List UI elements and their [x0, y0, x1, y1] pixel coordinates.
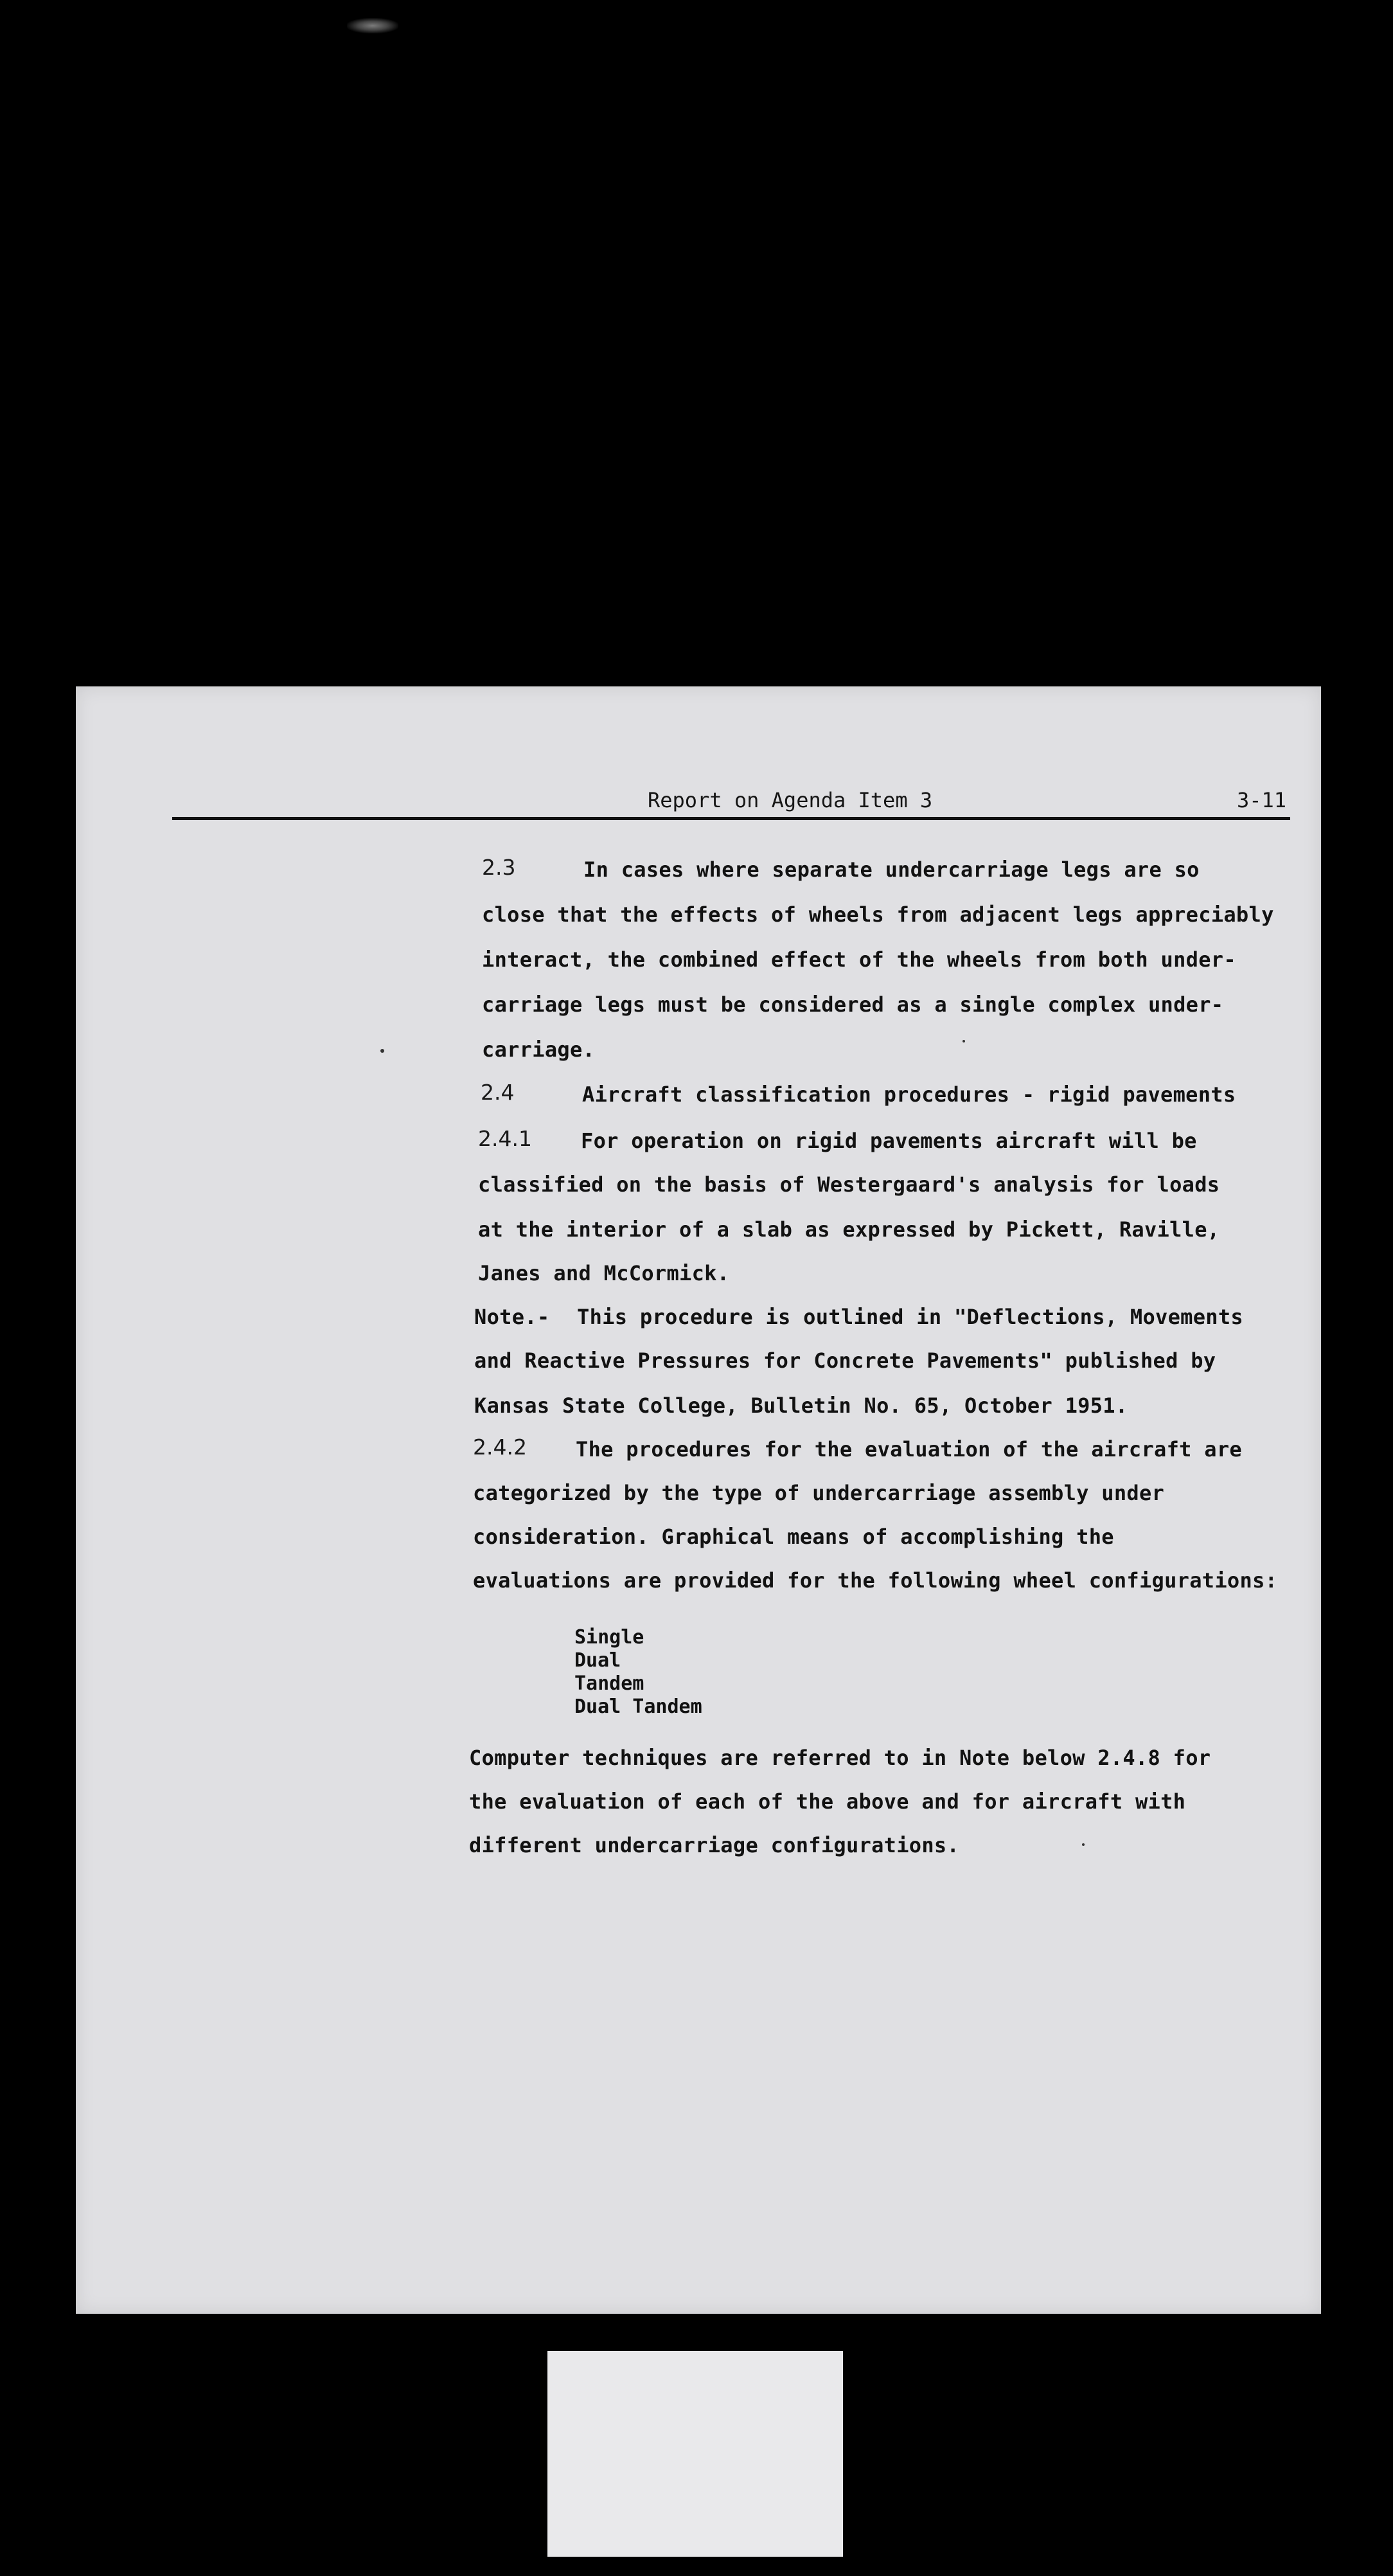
wheel-config-item: Tandem — [574, 1672, 644, 1695]
para-2-4-2-line: evaluations are provided for the following wheel configurations: — [473, 1568, 1278, 1593]
para-2-3-line: close that the effects of wheels from adjacent legs appreciably — [482, 902, 1274, 927]
page-header — [172, 788, 1290, 820]
scan-target-card — [547, 2351, 843, 2557]
scan-speck — [1082, 1843, 1085, 1846]
para-2-4-2-line: categorized by the type of undercarriage assembly under — [473, 1481, 1165, 1505]
document-page — [76, 686, 1321, 2314]
note-line: Kansas State College, Bulletin No. 65, October 1951. — [474, 1393, 1128, 1418]
section-number-2-4-1: 2.4.1 — [478, 1126, 532, 1151]
section-number-2-3: 2.3 — [482, 855, 516, 880]
wheel-config-item: Dual Tandem — [574, 1695, 702, 1718]
header-title: Report on Agenda Item 3 — [648, 788, 933, 812]
header-page-number: 3-11 — [1236, 788, 1286, 812]
computer-para-line: Computer techniques are referred to in Note below 2.4.8 for — [469, 1746, 1211, 1770]
header-rule — [172, 817, 1290, 820]
computer-para-line: the evaluation of each of the above and for aircraft with — [469, 1789, 1186, 1814]
scan-artifact — [347, 18, 398, 33]
note-label: Note.- — [474, 1305, 550, 1329]
note-line: and Reactive Pressures for Concrete Pavements" published by — [474, 1348, 1216, 1373]
section-number-2-4-2: 2.4.2 — [473, 1435, 527, 1460]
scan-speck — [380, 1049, 384, 1053]
para-2-4-1-line: Janes and McCormick. — [478, 1261, 730, 1285]
para-2-3-line: carriage legs must be considered as a single complex under- — [482, 992, 1224, 1017]
computer-para-line: different undercarriage configurations. — [469, 1833, 960, 1857]
para-2-3-line: In cases where separate undercarriage legs are so — [583, 857, 1200, 882]
wheel-config-item: Dual — [574, 1649, 621, 1672]
section-number-2-4: 2.4 — [481, 1080, 515, 1105]
para-2-3-line: carriage. — [482, 1037, 596, 1062]
para-2-4-1-line: For operation on rigid pavements aircraft will be — [581, 1129, 1197, 1153]
para-2-3-line: interact, the combined effect of the wheels from both under- — [482, 947, 1236, 972]
para-2-4-1-line: at the interior of a slab as expressed by Pickett, Raville, — [478, 1217, 1220, 1242]
section-heading-2-4: Aircraft classification procedures - rigid pavements — [582, 1082, 1236, 1107]
scan-speck — [963, 1040, 965, 1042]
para-2-4-1-line: classified on the basis of Westergaard's analysis for loads — [478, 1172, 1220, 1197]
wheel-config-item: Single — [574, 1626, 644, 1649]
note-line: This procedure is outlined in "Deflections, Movements — [577, 1305, 1243, 1329]
para-2-4-2-line: consideration. Graphical means of accomplishing the — [473, 1525, 1114, 1549]
para-2-4-2-line: The procedures for the evaluation of the aircraft are — [576, 1437, 1242, 1462]
